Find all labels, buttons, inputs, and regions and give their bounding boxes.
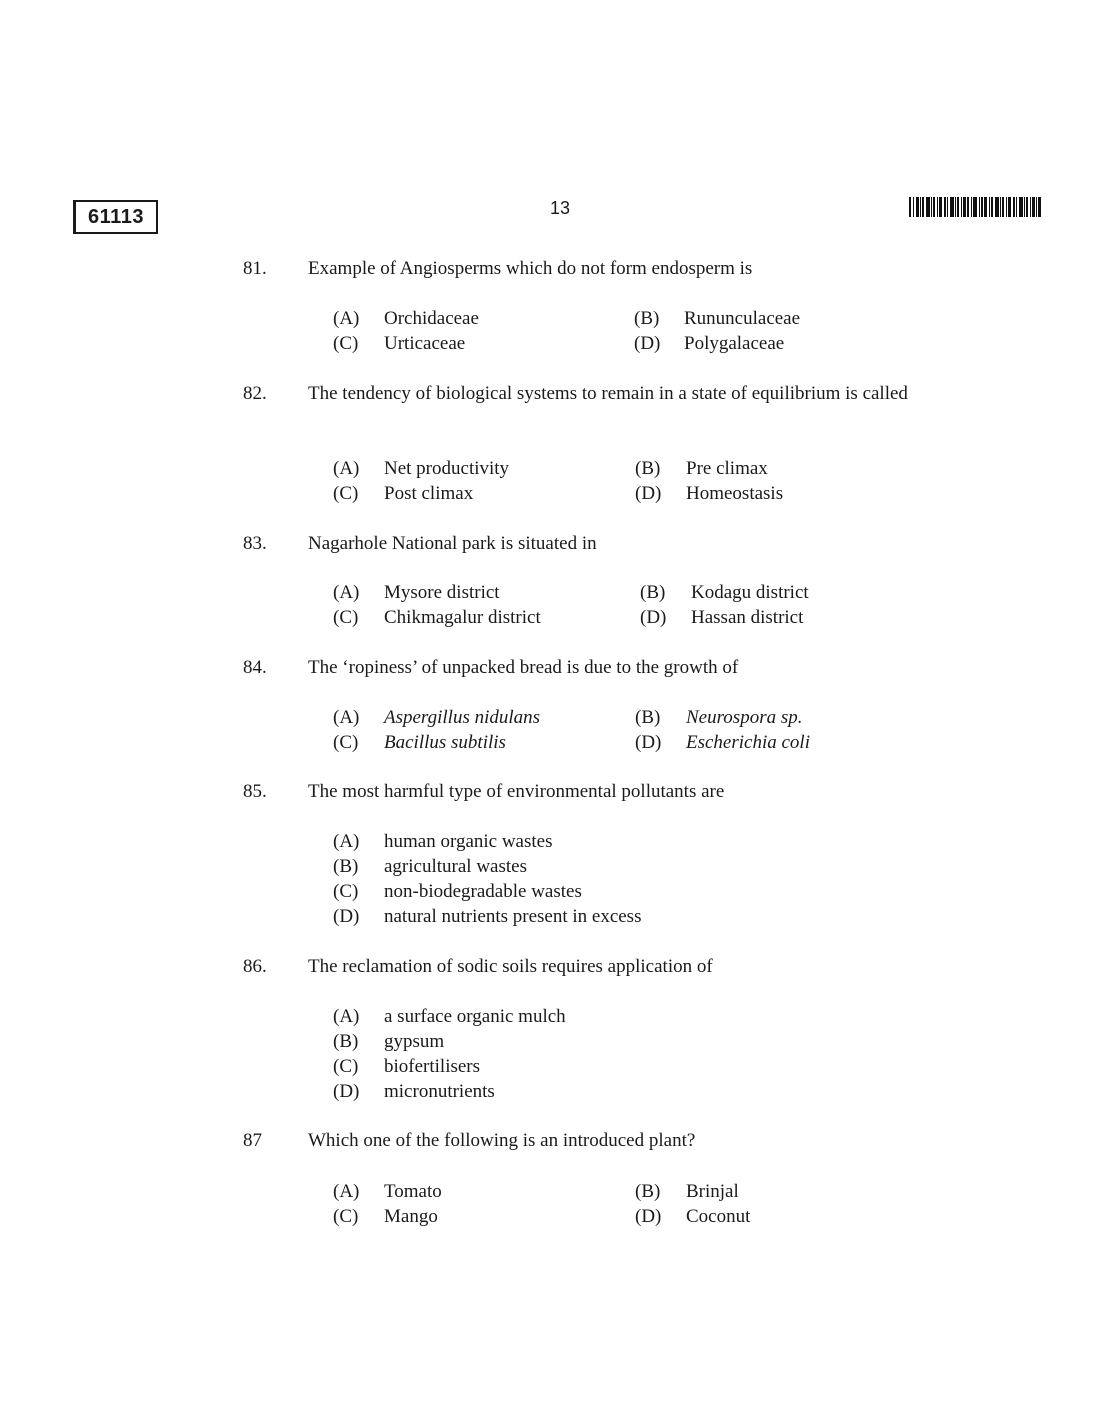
option-label: (D) <box>634 333 661 354</box>
question-number: 86. <box>243 956 267 977</box>
option-label: (D) <box>635 732 662 753</box>
option-label: (A) <box>333 308 360 329</box>
option-text: Urticaceae <box>384 333 466 354</box>
option-text: Brinjal <box>686 1181 739 1202</box>
option-label: (C) <box>333 483 359 504</box>
option-text: Tomato <box>384 1181 442 1202</box>
option-text: biofertilisers <box>384 1056 481 1077</box>
option-label: (D) <box>333 906 360 927</box>
option-text: Escherichia coli <box>686 732 810 753</box>
paper-code-box <box>73 200 158 234</box>
option-text: Net productivity <box>384 458 510 479</box>
option-label: (C) <box>333 732 359 753</box>
option-text: Pre climax <box>686 458 768 479</box>
paper-code: 61113 <box>88 205 144 228</box>
question-number: 84. <box>243 657 267 678</box>
option-text: Neurospora sp. <box>686 707 803 728</box>
option-text: Orchidaceae <box>384 308 479 329</box>
question-number: 87 <box>243 1130 262 1151</box>
option-text: gypsum <box>384 1031 445 1052</box>
option-label: (B) <box>634 308 660 329</box>
option-label: (C) <box>333 881 359 902</box>
option-text: Kodagu district <box>691 582 809 603</box>
option-label: (D) <box>635 1206 662 1227</box>
option-text: Bacillus subtilis <box>384 732 506 753</box>
option-label: (A) <box>333 1181 360 1202</box>
question-text: The reclamation of sodic soils requires application of <box>308 956 713 977</box>
question-text: Which one of the following is an introduced plant? <box>308 1130 696 1151</box>
option-label: (B) <box>333 856 359 877</box>
option-text: micronutrients <box>384 1081 495 1102</box>
question-text: The ‘ropiness’ of unpacked bread is due to the growth of <box>308 657 739 678</box>
question-text: The most harmful type of environmental pollutants are <box>308 781 725 802</box>
option-label: (A) <box>333 458 360 479</box>
option-text: Polygalaceae <box>684 333 785 354</box>
option-text: Coconut <box>686 1206 751 1227</box>
question-text: Nagarhole National park is situated in <box>308 533 597 554</box>
question-number: 83. <box>243 533 267 554</box>
option-label: (A) <box>333 1006 360 1027</box>
option-text: Mango <box>384 1206 438 1227</box>
option-label: (B) <box>635 1181 661 1202</box>
barcode-icon <box>909 197 1041 217</box>
option-text: a surface organic mulch <box>384 1006 566 1027</box>
question-text: The tendency of biological systems to remain in a state of equilibrium is called <box>308 383 908 404</box>
option-label: (B) <box>640 582 666 603</box>
question-number: 81. <box>243 258 267 279</box>
option-label: (B) <box>635 458 661 479</box>
option-text: natural nutrients present in excess <box>384 906 642 927</box>
option-text: non-biodegradable wastes <box>384 881 582 902</box>
option-label: (B) <box>333 1031 359 1052</box>
option-label: (D) <box>640 607 667 628</box>
option-label: (C) <box>333 1206 359 1227</box>
option-label: (A) <box>333 707 360 728</box>
option-text: Homeostasis <box>686 483 784 504</box>
option-text: Mysore district <box>384 582 500 603</box>
option-text: Post climax <box>384 483 474 504</box>
option-label: (C) <box>333 333 359 354</box>
option-label: (C) <box>333 1056 359 1077</box>
option-label: (D) <box>635 483 662 504</box>
page-number: 13 <box>549 198 571 218</box>
question-text: Example of Angiosperms which do not form endosperm is <box>308 258 753 279</box>
question-number: 82. <box>243 383 267 404</box>
option-text: Aspergillus nidulans <box>384 707 541 728</box>
option-text: human organic wastes <box>384 831 553 852</box>
option-label: (B) <box>635 707 661 728</box>
option-text: agricultural wastes <box>384 856 527 877</box>
option-text: Rununculaceae <box>684 308 801 329</box>
option-label: (C) <box>333 607 359 628</box>
option-text: Chikmagalur district <box>384 607 541 628</box>
option-label: (A) <box>333 582 360 603</box>
option-text: Hassan district <box>691 607 804 628</box>
option-label: (A) <box>333 831 360 852</box>
question-number: 85. <box>243 781 267 802</box>
option-label: (D) <box>333 1081 360 1102</box>
